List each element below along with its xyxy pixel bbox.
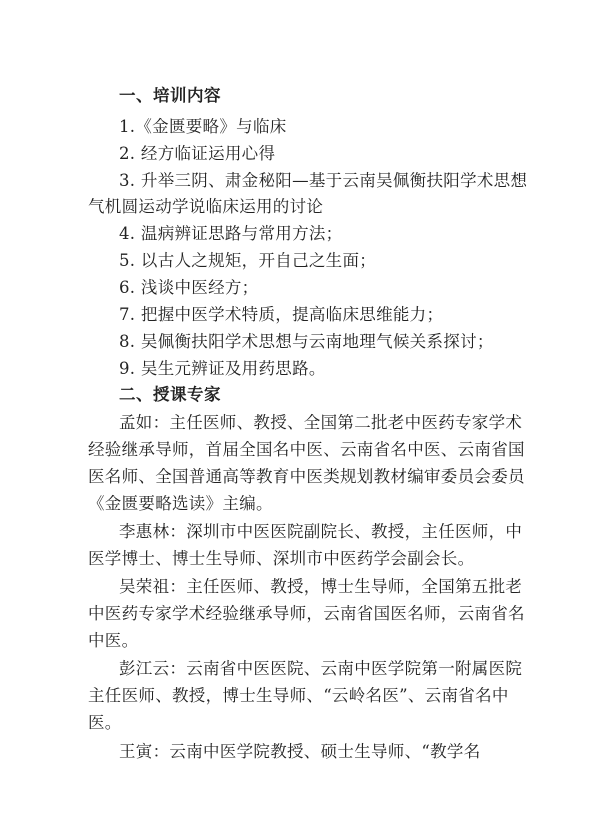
training-item-1: 1.《金匮要略》与临床 (119, 117, 287, 136)
expert-4-line-2: 主任医师、教授，博士生导师、“云岭名医”、云南省名中 (88, 686, 509, 705)
training-item-3-continued: 气机圆运动学说临床运用的讨论 (88, 197, 324, 216)
training-item-9: 9. 吴生元辨证及用药思路。 (119, 359, 326, 378)
expert-2-line-2: 医学博士、博士生导师、深圳市中医药学会副会长。 (88, 549, 475, 568)
expert-1-line-3: 医名师、全国普通高等教育中医类规划教材编审委员会委员 (88, 467, 525, 486)
expert-1-line-4: 《金匮要略选读》主编。 (88, 494, 273, 513)
expert-1-line-1: 孟如：主任医师、教授、全国第二批老中医药专家学术 (119, 413, 523, 432)
expert-3-line-3: 中医。 (88, 631, 139, 650)
training-item-7: 7. 把握中医学术特质，提高临床思维能力； (119, 305, 444, 324)
section-heading-training-content: 一、培训内容 (119, 86, 221, 105)
expert-5-line-1: 王寅：云南中医学院教授、硕士生导师、“教学名 (119, 742, 481, 761)
section-heading-lecturers: 二、授课专家 (119, 385, 221, 404)
training-item-4: 4. 温病辨证思路与常用方法； (119, 224, 343, 243)
expert-3-line-2: 中医药专家学术经验继承导师，云南省国医名师，云南省名 (88, 604, 525, 623)
training-item-8: 8. 吴佩衡扶阳学术思想与云南地理气候关系探讨； (119, 332, 494, 351)
expert-1-line-2: 经验继承导师，首届全国名中医、云南省名中医、云南省国 (88, 440, 525, 459)
training-item-3: 3. 升举三阴、肃金秘阳—基于云南吴佩衡扶阳学术思想 (119, 171, 528, 190)
training-item-5: 5. 以古人之规矩，开自己之生面； (119, 251, 377, 270)
training-item-6: 6. 浅谈中医经方； (119, 278, 259, 297)
training-item-2: 2. 经方临证运用心得 (119, 144, 276, 163)
expert-4-line-1: 彭江云：云南省中医医院、云南中医学院第一附属医院 (119, 659, 523, 678)
expert-2-line-1: 李惠林：深圳市中医医院副院长、教授，主任医师，中 (119, 522, 523, 541)
expert-4-line-3: 医。 (88, 713, 122, 732)
expert-3-line-1: 吴荣祖：主任医师、教授，博士生导师，全国第五批老 (119, 577, 523, 596)
